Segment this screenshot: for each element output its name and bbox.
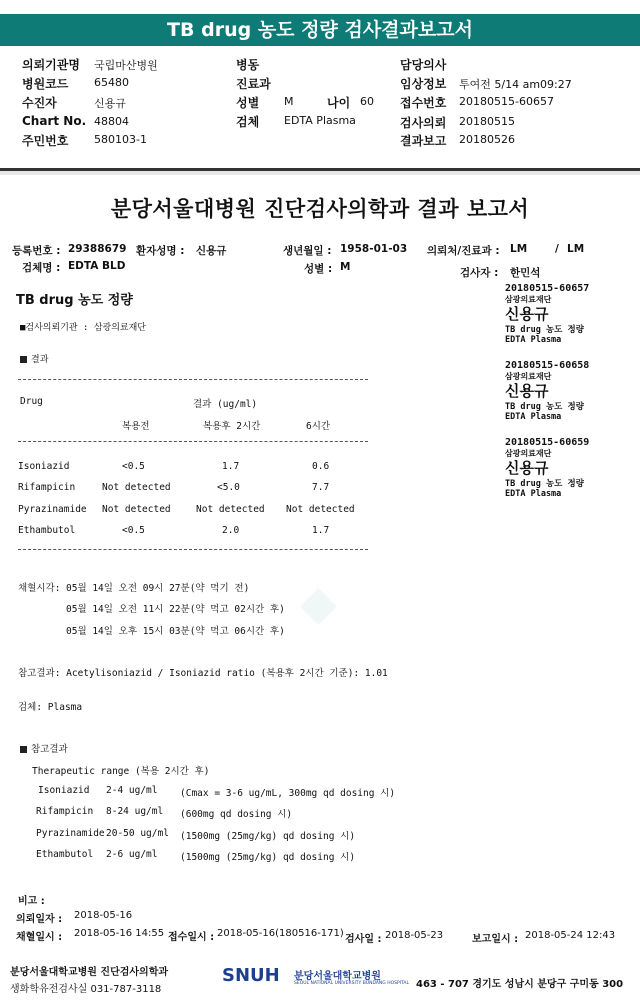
col-header-6h: 6시간 <box>306 421 331 432</box>
label-test: TB drug 농도 정량 <box>505 325 584 335</box>
sex-value: M <box>340 261 351 273</box>
sex-label: 성별 : <box>304 263 333 275</box>
request-date-value: 2018-05-16 <box>74 910 133 921</box>
logo-english-name: SEOUL NATIONAL UNIVERSITY BUNDANG HOSPITAL <box>294 981 410 986</box>
summary-key: 성별 <box>236 96 260 110</box>
footer-lab: 생화학유전검사실 031-787-3118 <box>10 984 162 995</box>
label-number: 20180515-60657 <box>505 283 590 294</box>
collect-date-value: 2018-05-16 14:55 <box>74 928 165 939</box>
therapeutic-note: (1500mg (25mg/kg) qd dosing 시) <box>180 831 356 842</box>
tester-value: 한민석 <box>510 267 541 279</box>
specimen-label-sticker <box>505 437 625 499</box>
ref-result-line: 참고결과: Acetylisoniazid / Isoniazid ratio (복용후 2시간 기준): 1.01 <box>18 668 388 679</box>
ref-heading <box>20 741 68 755</box>
therapeutic-note: (Cmax = 3-6 ug/mL, 300mg qd dosing 시) <box>180 788 396 799</box>
summary-key: 접수번호 <box>400 96 447 110</box>
label-name: 신용규 <box>505 382 549 400</box>
specimen-label-sticker <box>505 360 625 422</box>
table-cell: Not detected <box>196 504 265 515</box>
label-number: 20180515-60658 <box>505 360 590 371</box>
watermark: ◆ <box>300 575 337 631</box>
receive-date-value: 2018-05-16(180516-171) <box>217 928 344 939</box>
collect-date-label: 채혈일시 : <box>16 932 63 943</box>
collection-line: 05월 14일 오전 11시 22분(약 먹고 02시간 후) <box>66 604 285 615</box>
table-cell: <5.0 <box>217 482 240 493</box>
summary-key: 주민번호 <box>22 134 69 148</box>
summary-value: 투여전 5/14 am09:27 <box>459 78 572 91</box>
collection-label: 채혈시각: <box>18 583 61 594</box>
dept-separator: / <box>555 243 559 255</box>
report-date-value: 2018-05-24 12:43 <box>525 930 616 941</box>
summary-key: 수진자 <box>22 96 57 110</box>
summary-value: 20180515 <box>459 115 515 128</box>
summary-value: 20180526 <box>459 133 515 146</box>
table-cell: 1.7 <box>222 461 240 472</box>
dept-label: 의뢰처/진료과 : <box>427 245 500 257</box>
summary-key: 담당의사 <box>400 58 447 72</box>
label-org: 삼광의료재단 <box>505 295 552 304</box>
remarks-label: 비고 : <box>18 896 45 907</box>
label-test: TB drug 농도 정량 <box>505 479 584 489</box>
therapeutic-title: Therapeutic range (복용 2시간 후) <box>32 766 210 777</box>
summary-key: 결과보고 <box>400 134 447 148</box>
summary-value: 국립마산병원 <box>94 59 158 72</box>
summary-value: 60 <box>360 95 374 108</box>
table-cell: 7.7 <box>312 482 330 493</box>
therapeutic-drug: Pyrazinamide <box>36 828 105 839</box>
col-header-2h: 복용후 2시간 <box>203 421 261 432</box>
address: 463 - 707 경기도 성남시 분당구 구미동 300 <box>416 979 624 990</box>
summary-value: 48804 <box>94 115 129 128</box>
dob-value: 1958-01-03 <box>340 243 408 255</box>
table-cell-drug: Isoniazid <box>18 461 70 472</box>
table-divider <box>18 549 368 550</box>
label-org: 삼광의료재단 <box>505 449 552 458</box>
result-header: 결과 (ug/ml) <box>193 399 258 410</box>
summary-key: 의뢰기관명 <box>22 58 80 72</box>
summary-value: M <box>284 95 294 108</box>
tester-label: 검사자 : <box>460 267 499 279</box>
report-heading: 분당서울대병원 진단검사의학과 결과 보고서 <box>110 197 530 221</box>
therapeutic-range: 8-24 ug/ml <box>106 806 164 817</box>
agency-line: ■검사의뢰기관 : 삼광의료재단 <box>20 323 147 333</box>
result-heading-text: 결과 <box>31 355 49 365</box>
test-date-label: 검사일 : <box>345 934 382 945</box>
therapeutic-drug: Ethambutol <box>36 849 94 860</box>
summary-key: 병동 <box>236 58 260 72</box>
dob-label: 생년월일 : <box>283 245 332 257</box>
summary-key: Chart No. <box>22 114 87 128</box>
label-specimen: EDTA Plasma <box>505 489 562 499</box>
label-name: 신용규 <box>505 459 549 477</box>
table-cell: Not detected <box>286 504 355 515</box>
test-name: TB drug 농도 정량 <box>16 293 133 308</box>
summary-value: EDTA Plasma <box>284 114 356 127</box>
collection-line: 05월 14일 오전 09시 27분(약 먹기 전) <box>66 583 250 594</box>
table-cell: 2.0 <box>222 525 240 536</box>
specimen-line: 검체: Plasma <box>18 702 83 713</box>
bullet-icon <box>20 356 27 363</box>
label-name: 신용규 <box>505 305 549 323</box>
dept-value: LM <box>567 243 585 255</box>
label-org: 삼광의료재단 <box>505 372 552 381</box>
summary-value: 20180515-60657 <box>459 95 554 108</box>
lab-report <box>0 175 640 1000</box>
request-date-label: 의뢰일자 : <box>16 914 63 925</box>
table-divider <box>18 441 368 442</box>
result-heading <box>20 352 48 365</box>
summary-key: 나이 <box>327 96 351 110</box>
dept-value: LM <box>510 243 528 255</box>
reg-value: 29388679 <box>68 243 127 255</box>
table-cell-drug: Pyrazinamide <box>18 504 87 515</box>
therapeutic-range: 2-6 ug/ml <box>106 849 158 860</box>
patient-label: 환자성명 : <box>136 245 185 257</box>
table-divider <box>18 379 368 380</box>
specimen-label: 검체명 : <box>22 262 61 274</box>
summary-key: 검체 <box>236 115 260 129</box>
table-cell-drug: Ethambutol <box>18 525 76 536</box>
summary-key: 검사의뢰 <box>400 116 447 130</box>
summary-value: 65480 <box>94 76 129 89</box>
table-cell: <0.5 <box>122 461 145 472</box>
label-number: 20180515-60659 <box>505 437 590 448</box>
table-cell: 0.6 <box>312 461 330 472</box>
label-specimen: EDTA Plasma <box>505 412 562 422</box>
label-specimen: EDTA Plasma <box>505 335 562 345</box>
label-test: TB drug 농도 정량 <box>505 402 584 412</box>
col-header-pre: 복용전 <box>122 421 150 432</box>
report-date-label: 보고일시 : <box>472 934 519 945</box>
bullet-icon <box>20 746 27 753</box>
summary-key: 병원코드 <box>22 77 69 91</box>
report-title-bar: TB drug 농도 정량 검사결과보고서 <box>0 14 640 46</box>
summary-panel <box>0 52 640 168</box>
patient-value: 신용규 <box>196 245 227 257</box>
summary-value: 신용규 <box>94 97 126 110</box>
test-date-value: 2018-05-23 <box>385 930 444 941</box>
ref-heading-text: 참고결과 <box>31 744 68 755</box>
table-cell: Not detected <box>102 482 171 493</box>
therapeutic-range: 2-4 ug/ml <box>106 785 158 796</box>
specimen-label-sticker <box>505 283 625 345</box>
therapeutic-note: (1500mg (25mg/kg) qd dosing 시) <box>180 852 356 863</box>
summary-value: 580103-1 <box>94 133 147 146</box>
therapeutic-drug: Rifampicin <box>36 806 94 817</box>
receive-date-label: 접수일시 : <box>168 932 215 943</box>
logo-hospital-name: 분당서울대학교병원 <box>294 971 381 982</box>
summary-key: 임상정보 <box>400 77 447 91</box>
footer-org: 분당서울대학교병원 진단검사의학과 <box>10 967 169 978</box>
summary-key: 진료과 <box>236 77 271 91</box>
table-cell: 1.7 <box>312 525 330 536</box>
specimen-value: EDTA BLD <box>68 260 126 272</box>
therapeutic-drug: Isoniazid <box>38 785 90 796</box>
drug-header: Drug <box>20 396 43 407</box>
table-cell: <0.5 <box>122 525 145 536</box>
reg-label: 등록번호 : <box>12 245 61 257</box>
table-cell-drug: Rifampicin <box>18 482 76 493</box>
snuh-logo: SNUH <box>222 965 280 986</box>
collection-line: 05월 14일 오후 15시 03분(약 먹고 06시간 후) <box>66 626 285 637</box>
therapeutic-note: (600mg qd dosing 시) <box>180 809 293 820</box>
therapeutic-range: 20-50 ug/ml <box>106 828 169 839</box>
table-cell: Not detected <box>102 504 171 515</box>
